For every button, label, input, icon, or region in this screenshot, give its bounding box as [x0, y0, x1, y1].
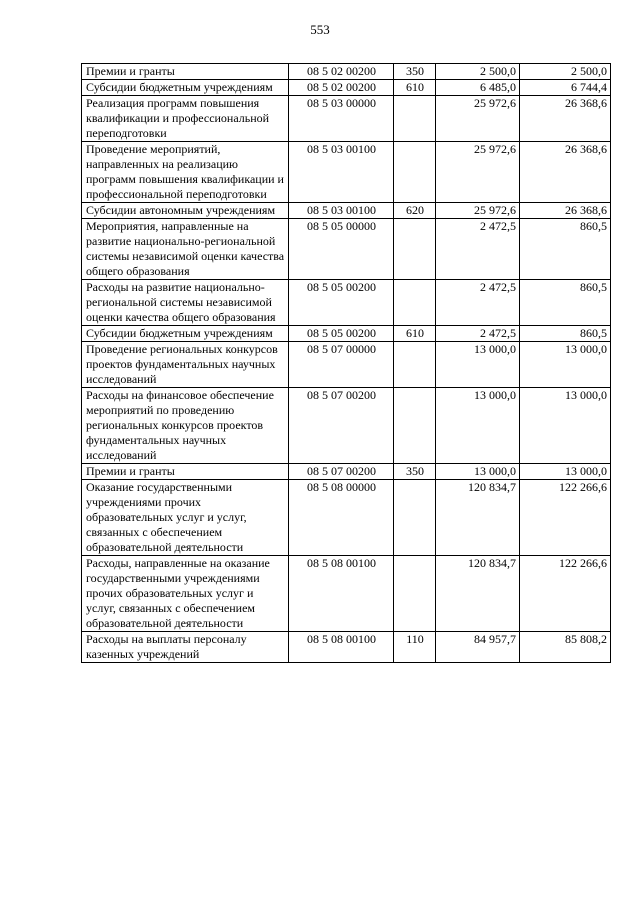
row-amount-year2-cell: 13 000,0 [520, 464, 611, 480]
table-row [82, 556, 611, 632]
row-name-cell: Расходы на выплаты персоналу казенных учреждений [82, 632, 289, 663]
row-amount-year2-cell: 860,5 [520, 219, 611, 280]
row-code-cell: 08 5 05 00200 [289, 280, 394, 326]
table-row [82, 203, 611, 219]
row-amount-year2-cell: 860,5 [520, 280, 611, 326]
row-amount-year1-cell: 25 972,6 [436, 96, 520, 142]
row-amount-year1-cell: 2 472,5 [436, 280, 520, 326]
row-amount-year2-cell: 85 808,2 [520, 632, 611, 663]
row-code-cell: 08 5 03 00100 [289, 203, 394, 219]
row-code-cell: 08 5 02 00200 [289, 80, 394, 96]
row-name-cell: Субсидии бюджетным учреждениям [82, 326, 289, 342]
budget-table [81, 63, 611, 663]
table-row [82, 342, 611, 388]
row-name-cell: Оказание государственными учреждениями прочих образовательных услуг и услуг, связанных с обеспечением образовательной деятельности [82, 480, 289, 556]
row-name-cell: Расходы на финансовое обеспечение мероприятий по проведению региональных конкурсов проектов фундаментальных научных исследований [82, 388, 289, 464]
table-body [82, 64, 611, 663]
row-name-cell: Субсидии автономным учреждениям [82, 203, 289, 219]
row-amount-year1-cell: 2 472,5 [436, 219, 520, 280]
row-code-cell: 08 5 03 00100 [289, 142, 394, 203]
row-expense-type-cell: 620 [394, 203, 436, 219]
row-expense-type-cell: 350 [394, 64, 436, 80]
row-expense-type-cell: 110 [394, 632, 436, 663]
row-code-cell: 08 5 07 00200 [289, 388, 394, 464]
row-amount-year2-cell: 26 368,6 [520, 142, 611, 203]
row-code-cell: 08 5 08 00100 [289, 632, 394, 663]
row-expense-type-cell [394, 142, 436, 203]
row-code-cell: 08 5 02 00200 [289, 64, 394, 80]
table-row [82, 64, 611, 80]
row-amount-year1-cell: 13 000,0 [436, 464, 520, 480]
row-amount-year2-cell: 13 000,0 [520, 388, 611, 464]
row-code-cell: 08 5 03 00000 [289, 96, 394, 142]
row-amount-year2-cell: 6 744,4 [520, 80, 611, 96]
table-row [82, 142, 611, 203]
table-row [82, 280, 611, 326]
row-code-cell: 08 5 05 00200 [289, 326, 394, 342]
row-name-cell: Проведение мероприятий, направленных на реализацию программ повышения квалификации и профессиональной переподготовки [82, 142, 289, 203]
row-expense-type-cell: 610 [394, 326, 436, 342]
row-amount-year2-cell: 2 500,0 [520, 64, 611, 80]
row-amount-year1-cell: 6 485,0 [436, 80, 520, 96]
row-expense-type-cell [394, 96, 436, 142]
row-code-cell: 08 5 07 00200 [289, 464, 394, 480]
table-row [82, 632, 611, 663]
row-name-cell: Реализация программ повышения квалификации и профессиональной переподготовки [82, 96, 289, 142]
row-amount-year1-cell: 120 834,7 [436, 480, 520, 556]
row-name-cell: Мероприятия, направленные на развитие национально-региональной системы независимой оценки качества общего образования [82, 219, 289, 280]
row-name-cell: Премии и гранты [82, 64, 289, 80]
row-code-cell: 08 5 05 00000 [289, 219, 394, 280]
row-amount-year2-cell: 26 368,6 [520, 96, 611, 142]
row-amount-year1-cell: 84 957,7 [436, 632, 520, 663]
row-amount-year1-cell: 25 972,6 [436, 203, 520, 219]
row-amount-year1-cell: 2 500,0 [436, 64, 520, 80]
table-row [82, 388, 611, 464]
row-amount-year1-cell: 25 972,6 [436, 142, 520, 203]
row-amount-year1-cell: 13 000,0 [436, 342, 520, 388]
table-row [82, 480, 611, 556]
table-row [82, 219, 611, 280]
row-name-cell: Премии и гранты [82, 464, 289, 480]
row-expense-type-cell: 610 [394, 80, 436, 96]
page-number: 553 [310, 22, 330, 37]
row-name-cell: Субсидии бюджетным учреждениям [82, 80, 289, 96]
row-name-cell: Расходы на развитие национально-региональной системы независимой оценки качества общего образования [82, 280, 289, 326]
row-code-cell: 08 5 08 00000 [289, 480, 394, 556]
row-expense-type-cell [394, 480, 436, 556]
row-amount-year1-cell: 2 472,5 [436, 326, 520, 342]
row-amount-year1-cell: 120 834,7 [436, 556, 520, 632]
row-expense-type-cell [394, 388, 436, 464]
row-amount-year2-cell: 122 266,6 [520, 556, 611, 632]
row-code-cell: 08 5 07 00000 [289, 342, 394, 388]
row-expense-type-cell: 350 [394, 464, 436, 480]
row-amount-year1-cell: 13 000,0 [436, 388, 520, 464]
table-row [82, 96, 611, 142]
row-expense-type-cell [394, 219, 436, 280]
row-expense-type-cell [394, 280, 436, 326]
row-code-cell: 08 5 08 00100 [289, 556, 394, 632]
row-name-cell: Расходы, направленные на оказание государственными учреждениями прочих образовательных услуг и услуг, связанных с обеспечением образовательной деятельности [82, 556, 289, 632]
table-row [82, 80, 611, 96]
table-row [82, 464, 611, 480]
row-name-cell: Проведение региональных конкурсов проектов фундаментальных научных исследований [82, 342, 289, 388]
row-amount-year2-cell: 13 000,0 [520, 342, 611, 388]
row-amount-year2-cell: 122 266,6 [520, 480, 611, 556]
table-row [82, 326, 611, 342]
row-amount-year2-cell: 26 368,6 [520, 203, 611, 219]
row-expense-type-cell [394, 556, 436, 632]
row-amount-year2-cell: 860,5 [520, 326, 611, 342]
row-expense-type-cell [394, 342, 436, 388]
